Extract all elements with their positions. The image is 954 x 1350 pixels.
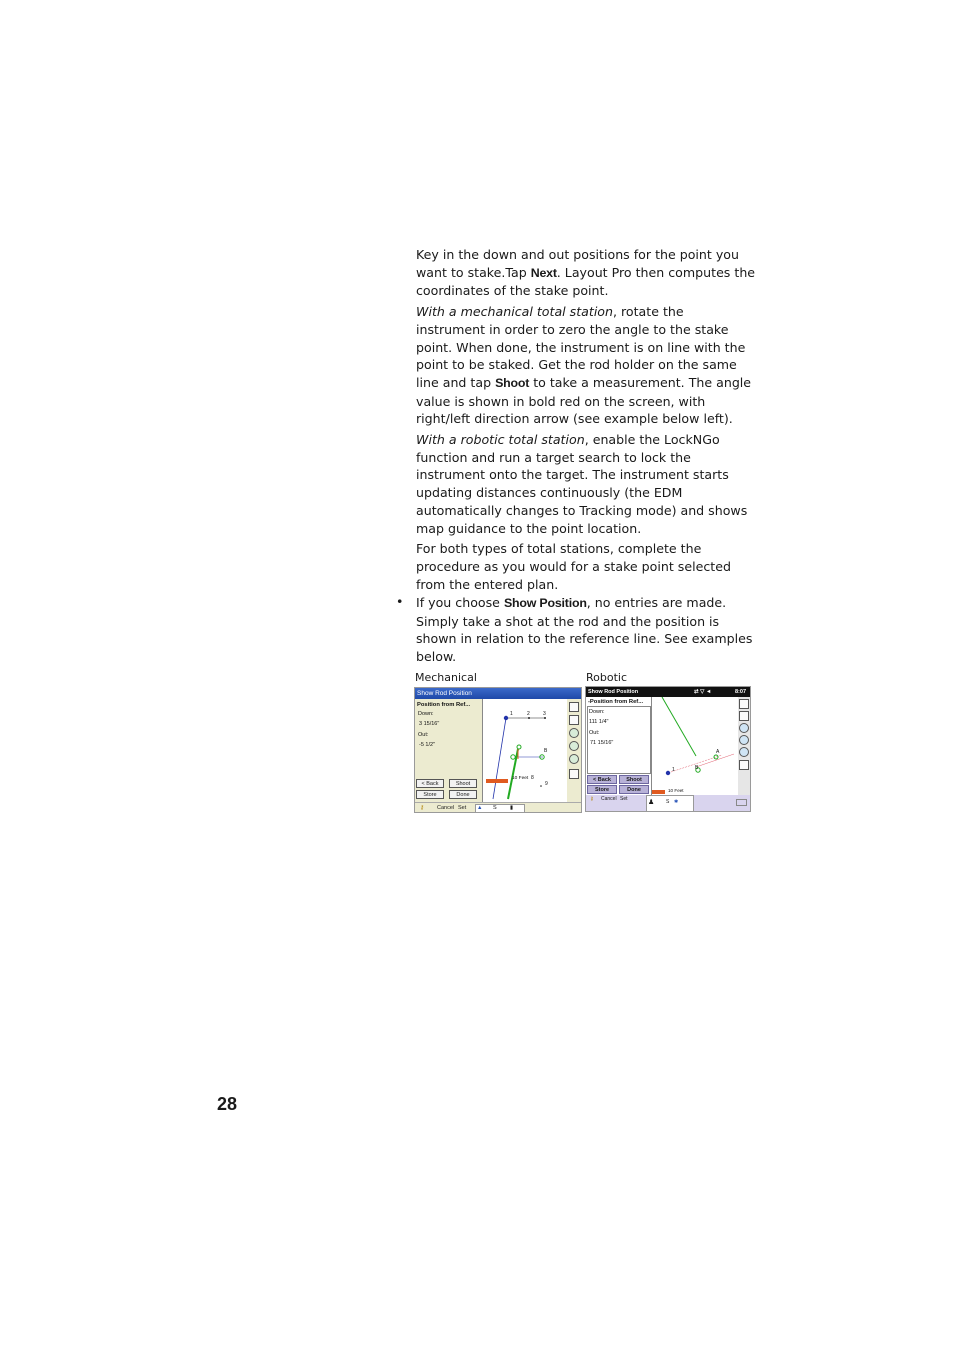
mech-zoom-in-icon[interactable] (569, 728, 579, 738)
robo-out-label: Out: (589, 730, 600, 736)
paragraph-1: Key in the down and out positions for the point you want to stake.Tap Next. Layout Pro then computes the coordinates of the stake point. (416, 247, 756, 299)
robo-point-a: A (716, 749, 720, 755)
robo-status-text: S (666, 799, 670, 805)
bullet-paragraph: If you choose Show Position, no entries are made. Simply take a shot at the rod and the position is shown in relation to the reference line. See examples below. (416, 595, 753, 665)
robo-set-button[interactable]: Set (620, 796, 628, 802)
mech-title-bar: Show Rod Position (415, 688, 582, 699)
mech-set-button[interactable]: Set (458, 805, 467, 811)
mech-pan-icon[interactable] (569, 702, 579, 712)
mech-left-panel (415, 699, 483, 803)
mech-zoom-extents-icon[interactable] (569, 715, 579, 725)
robo-bottom-bar (586, 795, 750, 811)
show-position-command: Show Position (503, 596, 587, 610)
mech-point-2: 2 (527, 711, 530, 717)
caption-robotic: Robotic (586, 671, 628, 684)
robo-zoom-window-icon[interactable] (739, 747, 749, 757)
robo-scale-label: 10 Feet (668, 788, 684, 793)
mech-bottom-bar (415, 802, 581, 813)
mech-back-button[interactable]: < Back (416, 779, 444, 788)
mech-map-drawing (483, 699, 567, 803)
robo-shoot-button[interactable]: Shoot (619, 775, 649, 784)
paragraph-2: With a mechanical total station, rotate the instrument in order to zero the angle to the stake point. When done, the instrument is on line with the point to be staked. Get the rod holder on the same line and tap Shoot to take a measurement. The angle value is shown in bold red on the screen, with right/left direction arrow (see example below left). (416, 304, 752, 427)
mech-point-b: B (544, 748, 548, 754)
mech-battery-icon: ▮ (510, 805, 514, 811)
mech-zoom-window-icon[interactable] (569, 754, 579, 764)
next-command: Next (530, 265, 557, 280)
robo-scale-icon[interactable] (739, 760, 749, 770)
page-number: 28 (217, 1094, 238, 1114)
body-text (416, 246, 756, 596)
mech-section-label: Position from Ref... (417, 702, 471, 708)
robo-done-button[interactable]: Done (619, 785, 649, 794)
shoot-command: Shoot (495, 375, 530, 390)
robo-store-button[interactable]: Store (587, 785, 617, 794)
mech-key-icon: ⚷ (420, 805, 425, 811)
mechanical-screenshot (414, 687, 582, 813)
robo-toolstrip (738, 697, 750, 795)
mech-status-area (475, 804, 525, 813)
bullet-symbol: • (396, 594, 404, 609)
mech-toolstrip (567, 699, 581, 803)
robo-left-panel (586, 697, 652, 795)
robo-bluetooth-icon: ✱ (674, 799, 679, 805)
mech-out-value: -5 1/2" (419, 742, 436, 748)
mech-scale-bar (486, 779, 508, 783)
caption-mechanical: Mechanical (415, 671, 477, 684)
mech-store-button[interactable]: Store (416, 790, 444, 799)
mech-point-3: 3 (543, 711, 546, 717)
robo-instrument-icon: ♟ (648, 799, 655, 806)
robo-pan-icon[interactable] (739, 699, 749, 709)
mech-map (483, 699, 567, 803)
robo-cancel-button[interactable]: Cancel (601, 796, 617, 802)
mech-zoom-out-icon[interactable] (569, 741, 579, 751)
robo-point-1: 1 (672, 767, 675, 773)
robo-back-button[interactable]: < Back (587, 775, 617, 784)
mech-scale-label: 10 Feet (512, 776, 529, 781)
robo-zoom-in-icon[interactable] (739, 723, 749, 733)
robo-clock: 8:07 (735, 689, 747, 695)
robo-signal-icons: ⇄ ▽ ◄ (694, 689, 712, 695)
mech-point-9: 9 (545, 781, 548, 787)
mech-shoot-button[interactable]: Shoot (449, 779, 477, 788)
robo-down-value: 111 1/4" (589, 719, 609, 725)
robotic-screenshot (585, 686, 751, 812)
mech-scale-icon[interactable] (569, 769, 579, 779)
robo-zoom-out-icon[interactable] (739, 735, 749, 745)
paragraph-3: With a robotic total station, enable the LockNGo function and run a target search to lock the instrument onto the target. The instrument starts updating distances continuously (the EDM automatically changes to Tracking mode) and shows map guidance to the point location. (416, 432, 748, 536)
robo-map-drawing (652, 697, 738, 795)
mech-instrument-icon: ▲ (477, 805, 483, 811)
mech-down-label: Down: (418, 711, 434, 717)
mech-out-label: Out: (418, 732, 429, 738)
mech-point-1: 1 (510, 711, 513, 717)
robo-down-label: Down: (589, 709, 605, 715)
mech-point-8: 8 (531, 775, 534, 781)
mech-done-button[interactable]: Done (449, 790, 477, 799)
robo-out-value: 71 15/16" (590, 740, 614, 746)
mech-down-value: 3 15/16" (419, 721, 440, 727)
robo-key-icon: ⚷ (590, 796, 594, 802)
robo-zoom-extents-icon[interactable] (739, 711, 749, 721)
robo-section-label: -Position from Ref... (588, 699, 644, 705)
robo-scale-bar (652, 790, 665, 794)
robo-keyboard-icon[interactable] (736, 799, 747, 806)
robo-title-bar: Show Rod Position ⇄ ▽ ◄ 8:07 (586, 687, 751, 697)
mech-cancel-button[interactable]: Cancel (437, 805, 455, 811)
paragraph-4: For both types of total stations, complete the procedure as you would for a stake point selected from the entered plan. (416, 541, 731, 592)
mech-status-text: S (493, 805, 497, 811)
robo-map (652, 697, 738, 795)
robo-point-b: B (695, 765, 699, 771)
